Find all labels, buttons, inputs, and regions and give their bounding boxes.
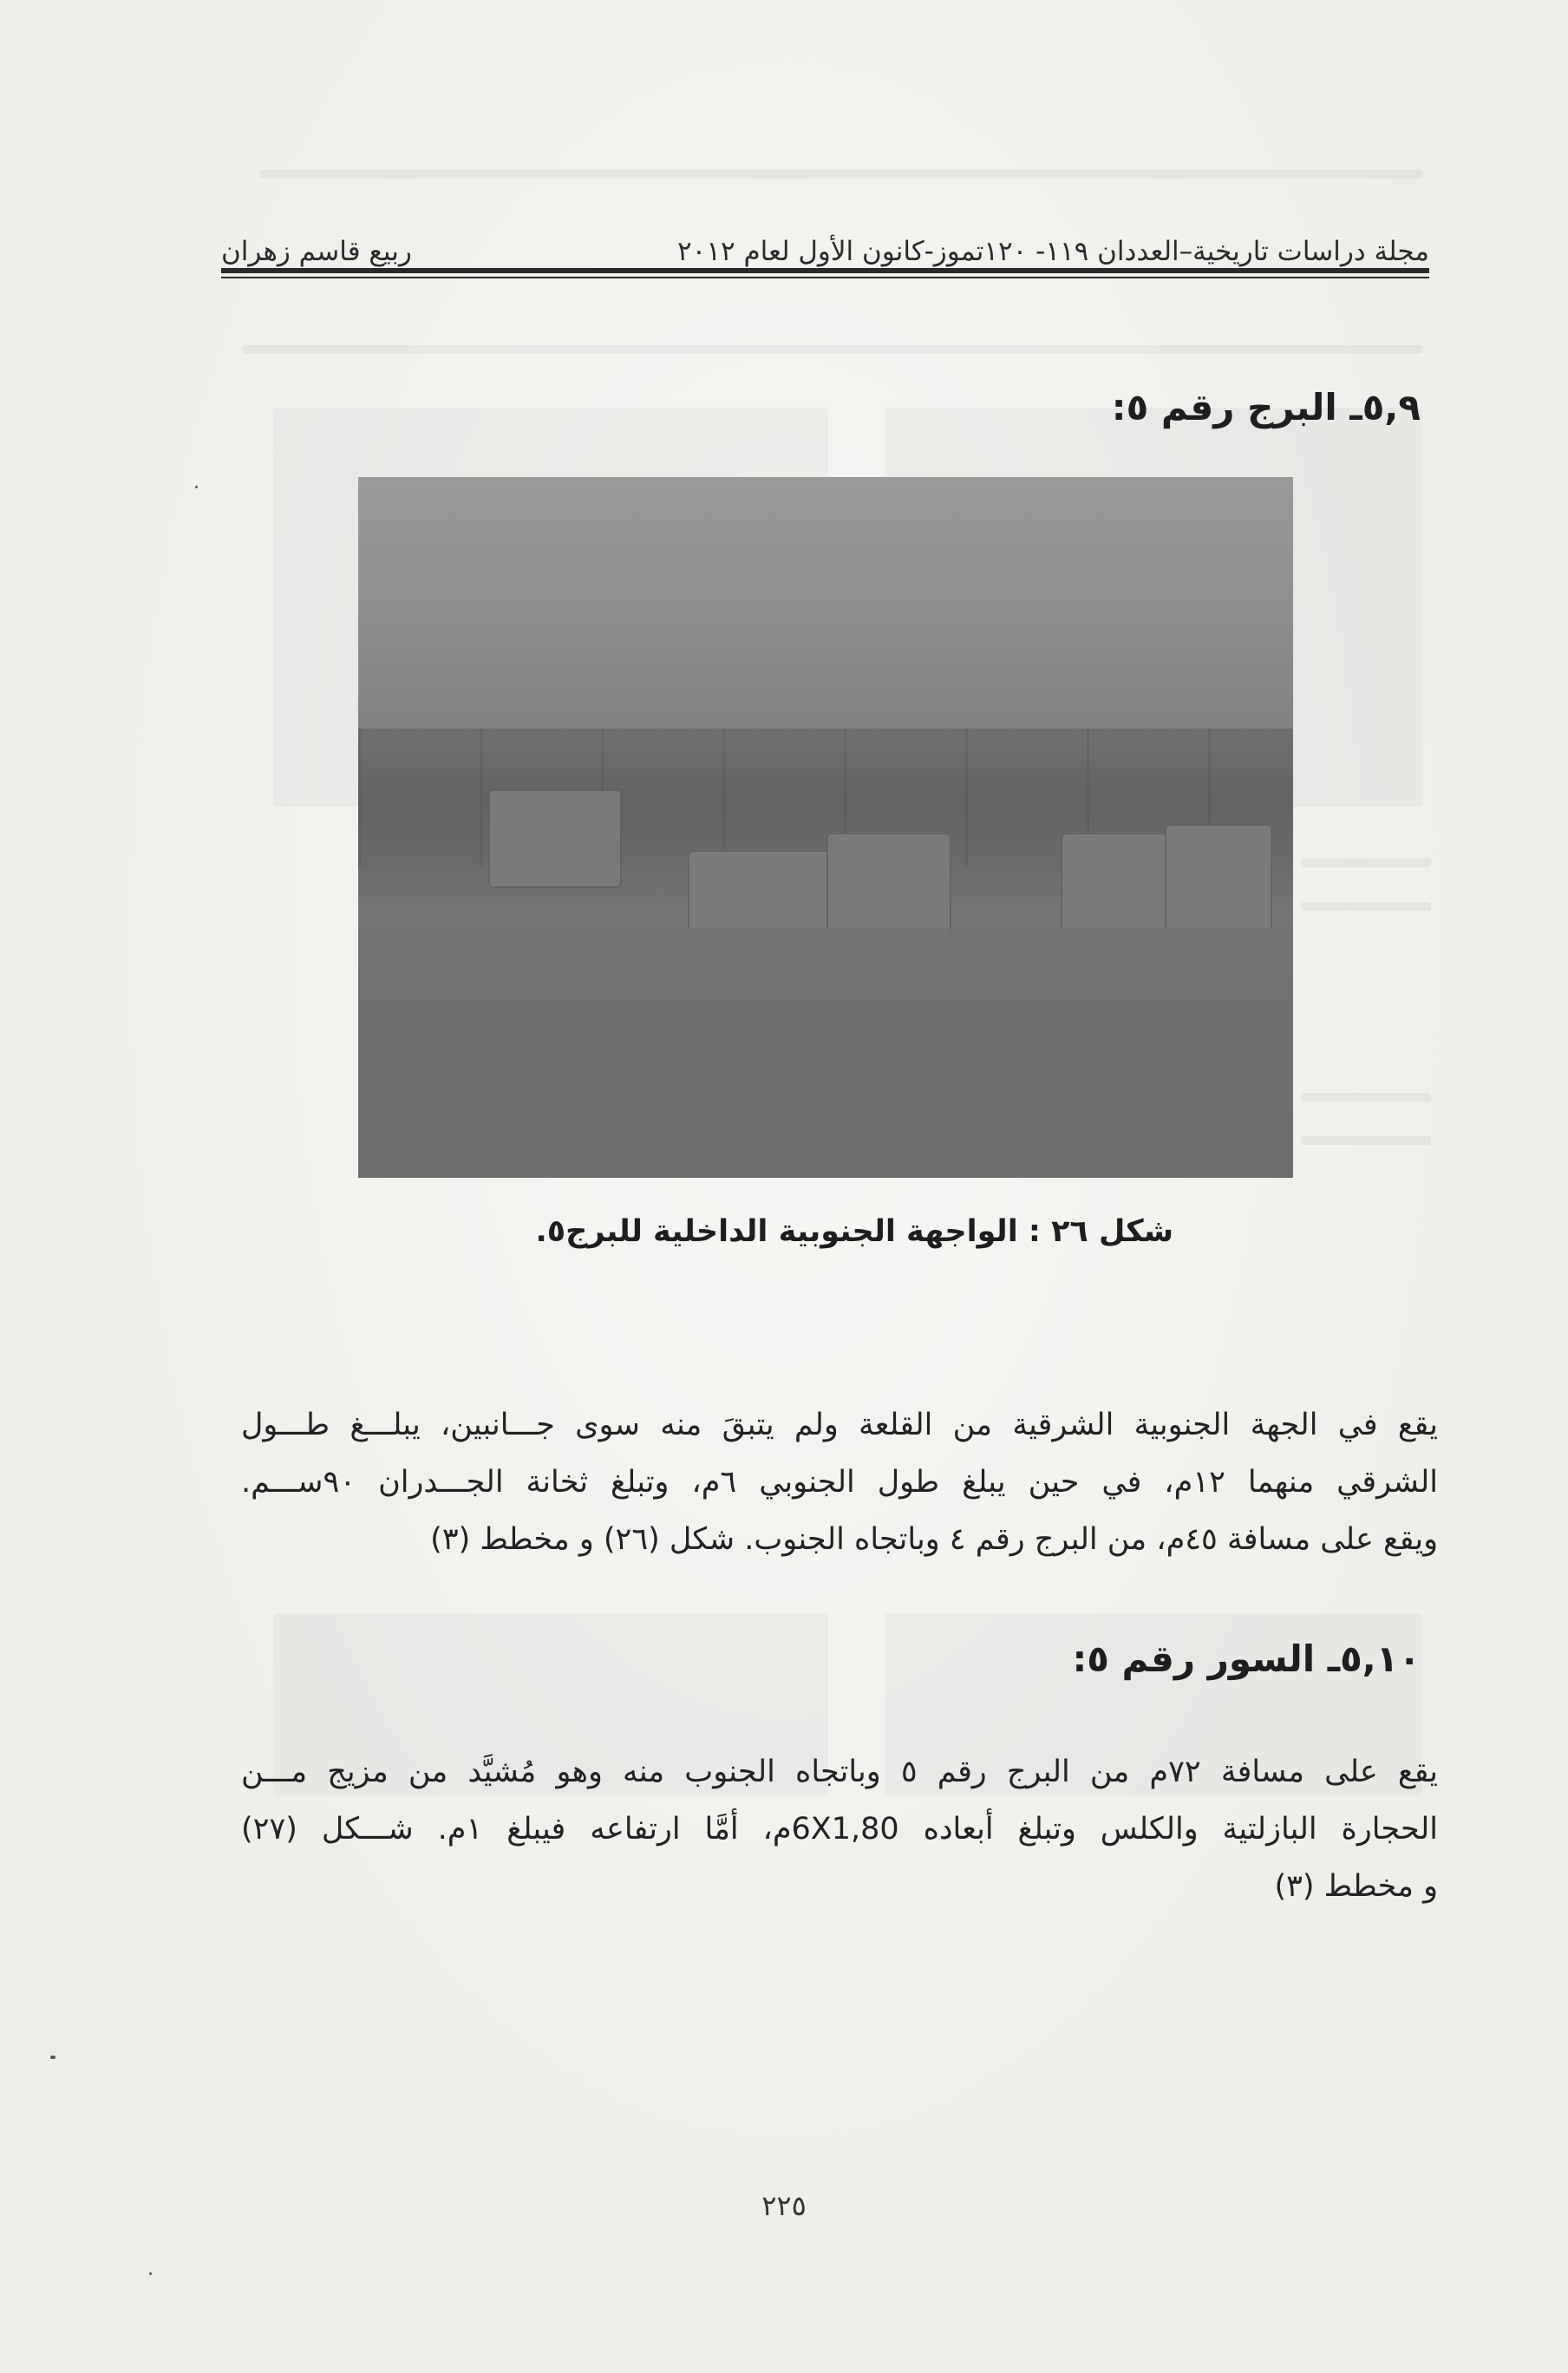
page-number: ٢٢٥ [761,2189,807,2222]
running-header [221,224,1429,267]
scan-speck [149,2272,152,2275]
show-through-line [260,170,1422,179]
section-heading-tower-5: ٥,٩ـ البرج رقم ٥: [1111,386,1421,428]
photo-figure-26 [358,477,1293,1178]
paragraph-line: و مخطط (٣) [1274,1869,1438,1904]
photo-stone [1165,824,1272,932]
show-through-line [1301,1093,1431,1102]
paragraph-line: الحجارة البازلتية والكلس وتبلغ أبعاده 6X1,80م، أمَّا ارتفاعه فيبلغ ١م. شـــكل (٢٧) [241,1812,1439,1847]
paragraph-tower-5 [241,1396,1438,1568]
photo-stone [826,833,951,940]
section-heading-wall-5: ٥,١٠ـ السور رقم ٥: [1072,1638,1421,1680]
header-rule [221,268,1429,273]
photo-ground [358,928,1293,1178]
photo-stone [1061,833,1168,932]
paragraph-line: يقع على مسافة ٧٢م من البرج رقم ٥ وباتجاه الجنوب منه وهو مُشيَّد من مزيج مـــن [241,1755,1439,1789]
show-through-line [1301,1136,1431,1145]
author-name: ربيع قاسم زهران [221,236,412,267]
show-through-line [1301,859,1431,867]
figure-caption: شكل ٢٦ : الواجهة الجنوبية الداخلية للبرج٥. [535,1214,1173,1249]
show-through-line [243,345,1422,354]
scan-speck [50,2056,56,2059]
scan-speck [195,486,198,488]
photo-stone [488,789,622,888]
paragraph-line: ويقع على مسافة ٤٥م، من البرج رقم ٤ وباتجاه الجنوب. شكل (٢٦) و مخطط (٣) [430,1522,1438,1557]
journal-title: مجلة دراسات تاريخية–العددان ١١٩- ١٢٠تموز-كانون الأول لعام ٢٠١٢ [677,236,1429,267]
show-through-line [1301,902,1431,911]
paragraph-line: يقع في الجهة الجنوبية الشرقية من القلعة ولم يتبقَ منه سوى جـــانبين، يبلـــغ طـــول [241,1408,1438,1442]
header-rule-thin [221,277,1429,278]
paragraph-line: الشرقي منهما ١٢م، في حين يبلغ طول الجنوبي ٦م، وتبلغ ثخانة الجـــدران ٩٠ســـم. [241,1465,1439,1500]
paragraph-wall-5 [241,1743,1438,1915]
